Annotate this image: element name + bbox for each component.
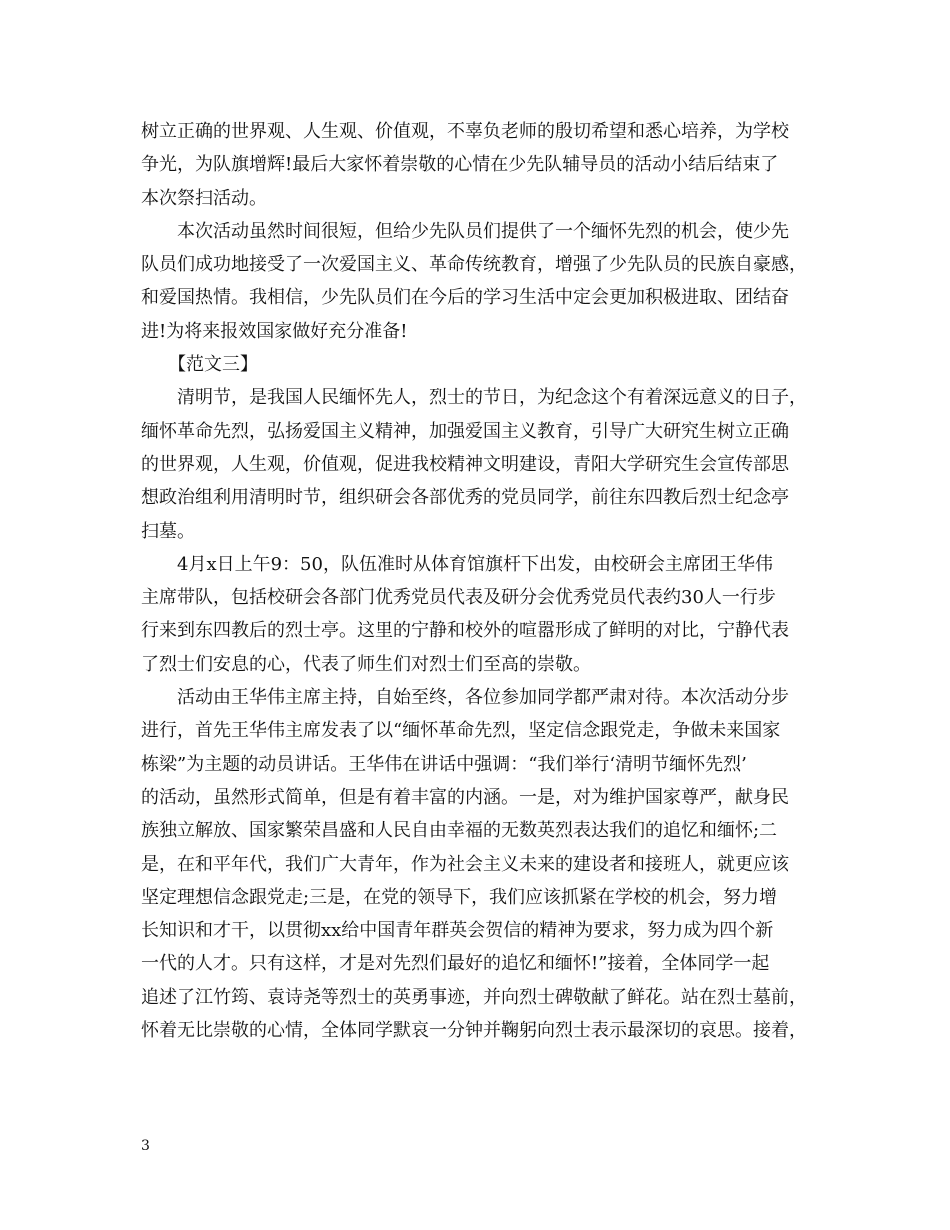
text-line: 怀着无比崇敬的心情，全体同学默哀一分钟并鞠躬向烈士表示最深切的哀思。接着，	[141, 1020, 807, 1042]
text-line: 4月x日上午9：50，队伍准时从体育馆旗杆下出发，由校研会主席团王华伟	[141, 553, 773, 575]
text-line: 族独立解放、国家繁荣昌盛和人民自由幸福的无数英烈表达我们的追忆和缅怀;二	[141, 820, 778, 842]
text-line: 栋梁”为主题的动员讲话。王华伟在讲话中强调：“我们举行‘清明节缅怀先烈’	[141, 753, 747, 775]
text-line: 进!为将来报效国家做好充分准备!	[141, 320, 408, 342]
text-line: 的世界观，人生观，价值观，促进我校精神文明建设，青阳大学研究生会宣传部思	[141, 453, 789, 475]
text-line: 本次活动虽然时间很短，但给少先队员们提供了一个缅怀先烈的机会，使少先	[141, 220, 789, 242]
text-line: 长知识和才干，以贯彻xx给中国青年群英会贺信的精神为要求，努力成为四个新	[141, 920, 774, 942]
text-line: 一代的人才。只有这样，才是对先烈们最好的追忆和缅怀!”接着，全体同学一起	[141, 953, 770, 975]
text-line: 【范文三】	[141, 354, 258, 376]
text-line: 坚定理想信念跟党走;三是，在党的领导下，我们应该抓紧在学校的机会，努力增	[141, 886, 778, 908]
text-line: 本次祭扫活动。	[141, 187, 267, 209]
text-line: 追述了江竹筠、袁诗尧等烈士的英勇事迹，并向烈士碑敬献了鲜花。站在烈士墓前，	[141, 986, 807, 1008]
text-line: 和爱国热情。我相信，少先队员们在今后的学习生活中定会更加积极进取、团结奋	[141, 287, 789, 309]
text-line: 想政治组利用清明时节，组织研会各部优秀的党员同学，前往东四教后烈士纪念亭	[141, 487, 789, 509]
text-line: 进行，首先王华伟主席发表了以“缅怀革命先烈，坚定信念跟党走，争做未来国家	[141, 720, 781, 742]
text-line: 主席带队，包括校研会各部门优秀党员代表及研分会优秀党员代表约30人一行步	[141, 587, 776, 609]
page-number: 3	[141, 1138, 150, 1154]
text-line: 行来到东四教后的烈士亭。这里的宁静和校外的喧嚣形成了鲜明的对比，宁静代表	[141, 620, 789, 642]
text-line: 队员们成功地接受了一次爱国主义、革命传统教育，增强了少先队员的民族自豪感，	[141, 254, 807, 276]
text-line: 活动由王华伟主席主持，自始至终，各位参加同学都严肃对待。本次活动分步	[141, 687, 789, 709]
text-line: 的活动，虽然形式简单，但是有着丰富的内涵。一是，对为维护国家尊严，献身民	[141, 786, 789, 808]
text-line: 争光，为队旗增辉!最后大家怀着崇敬的心情在少先队辅导员的活动小结后结束了	[141, 154, 779, 176]
text-line: 清明节，是我国人民缅怀先人，烈士的节日，为纪念这个有着深远意义的日子，	[141, 387, 807, 409]
text-line: 树立正确的世界观、人生观、价值观，不辜负老师的殷切希望和悉心培养，为学校	[141, 121, 789, 142]
text-line: 缅怀革命先烈，弘扬爱国主义精神，加强爱国主义教育，引导广大研究生树立正确	[141, 420, 789, 442]
text-line: 是，在和平年代，我们广大青年，作为社会主义未来的建设者和接班人，就更应该	[141, 853, 789, 875]
document-body	[141, 115, 821, 1047]
text-line: 扫墓。	[141, 520, 195, 542]
text-line: 了烈士们安息的心，代表了师生们对烈士们至高的崇敬。	[141, 653, 591, 675]
